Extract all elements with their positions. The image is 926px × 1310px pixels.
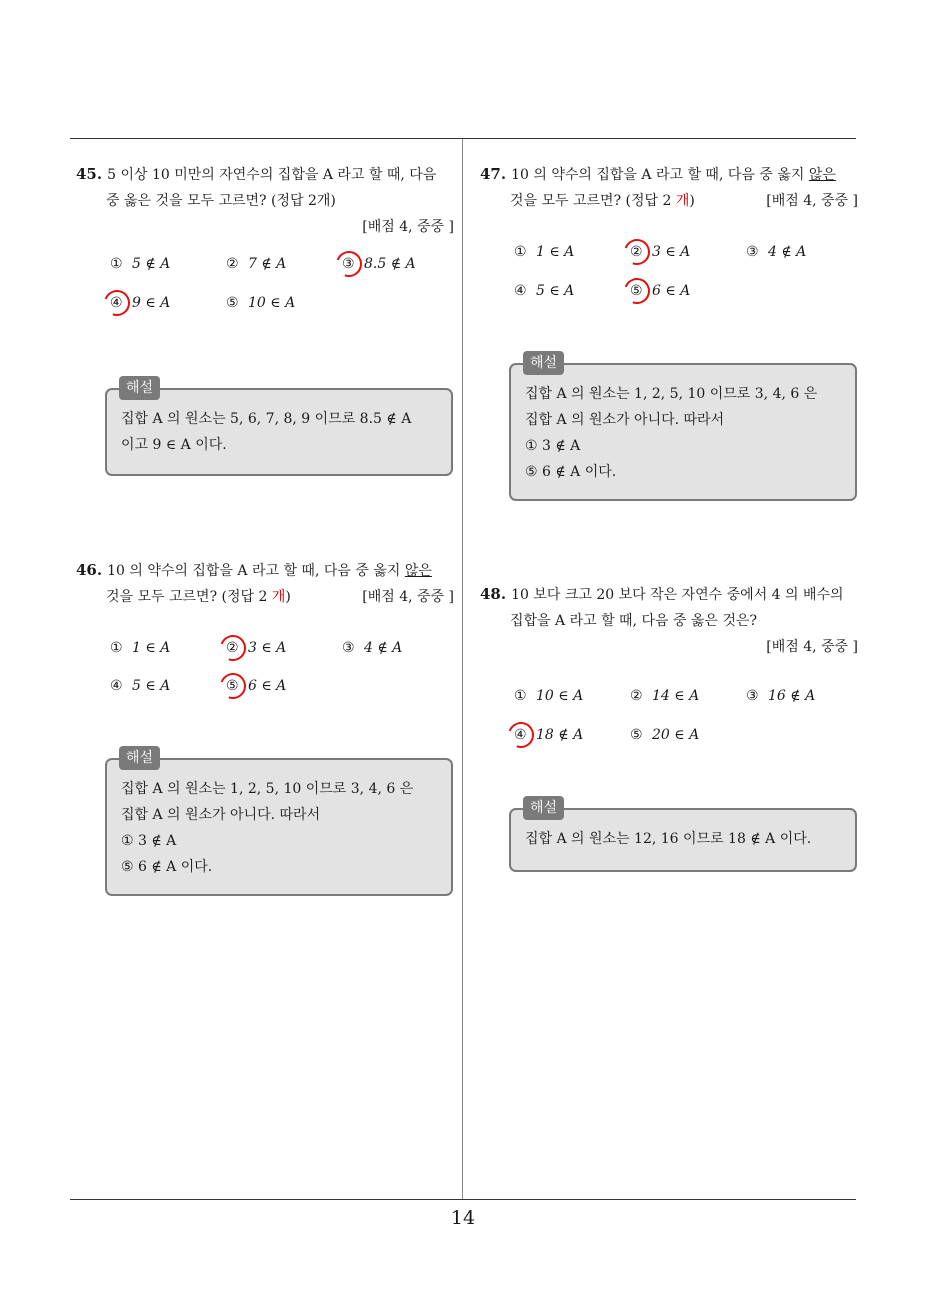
answer-mark-icon [216,669,251,704]
solution-label: 해설 [119,746,160,770]
answer-mark-icon [620,235,655,270]
solution-line: ① 3 ∉ A [121,833,177,849]
choice-5[interactable]: ⑤ 6 ∈ A [226,676,286,696]
choices [480,686,858,766]
problem-number: 45. [76,165,103,183]
choice-3[interactable]: ③ 4 ∉ A [342,640,403,656]
question-text: 10 보다 크고 20 보다 작은 자연수 중에서 4 의 배수의 [511,587,844,603]
column-divider [462,139,463,1199]
score-meta: [배점 4, 중중 ] [362,219,454,235]
solution-line: 집합 A 의 원소는 5, 6, 7, 8, 9 이므로 8.5 ∉ A [121,411,412,427]
solution-line: ① 3 ∉ A [525,438,581,454]
choice-4[interactable]: ④ 5 ∈ A [110,678,171,694]
choice-1[interactable]: ① 5 ∉ A [110,256,171,272]
problem-47: 47. 10 의 약수의 집합을 A 라고 할 때, 다음 중 옳지 않은 것을 모두 고르면? (정답 2 개) [배점 4, 중중 ] ① 1 ∈ A ② 3 ∈ A ③ 4 ∉ A ④ 5 ∈ A ⑤ 6 ∈ A [480,161,858,322]
choices [76,638,454,718]
choice-3[interactable]: ③ 8.5 ∉ A [342,254,416,274]
solution-line: 집합 A 의 원소는 1, 2, 5, 10 이므로 3, 4, 6 은 [121,781,414,797]
answer-mark-icon [620,274,655,309]
solution-label: 해설 [523,351,564,375]
red-text: 개 [675,193,690,209]
problem-number: 47. [480,165,507,183]
choice-3[interactable]: ③ 16 ∉ A [746,688,816,704]
choice-5[interactable]: ⑤ 6 ∈ A [630,281,690,301]
choice-1[interactable]: ① 10 ∈ A [514,688,584,704]
solution-box-46 [105,750,453,896]
score-meta: [배점 4, 중중 ] [362,589,454,605]
answer-mark-icon [100,286,135,321]
choice-2[interactable]: ② 3 ∈ A [630,242,690,262]
solution-line: 집합 A 의 원소는 12, 16 이므로 18 ∉ A 이다. [525,831,812,847]
solution-line: 집합 A 의 원소는 1, 2, 5, 10 이므로 3, 4, 6 은 [525,386,818,402]
answer-mark-icon [332,247,367,282]
problem-number: 46. [76,561,103,579]
solution-box-48 [509,800,857,872]
question-text-line2: 것을 모두 고르면? (정답 2 [510,193,676,209]
answer-mark-icon [216,631,251,666]
choice-2[interactable]: ② 14 ∈ A [630,688,700,704]
answer-mark-icon [504,718,539,753]
solution-line: ⑤ 6 ∉ A 이다. [525,464,617,480]
solution-line: ⑤ 6 ∉ A 이다. [121,859,213,875]
problem-46: 46. 10 의 약수의 집합을 A 라고 할 때, 다음 중 옳지 않은 것을 모두 고르면? (정답 2 개) [배점 4, 중중 ] ① 1 ∈ A ② 3 ∈ A ③ 4 ∉ A ④ 5 ∈ A ⑤ 6 ∈ A [76,557,454,718]
solution-box-47 [509,355,857,501]
solution-label: 해설 [523,796,564,820]
choice-4[interactable]: ④ 9 ∈ A [110,293,170,313]
choice-5[interactable]: ⑤ 20 ∈ A [630,727,700,743]
page-number: 14 [450,1207,476,1229]
choice-3[interactable]: ③ 4 ∉ A [746,244,807,260]
choice-5[interactable]: ⑤ 10 ∈ A [226,295,296,311]
choice-4[interactable]: ④ 18 ∉ A [514,725,583,745]
choices [480,242,858,322]
top-rule [70,138,856,139]
score-meta: [배점 4, 중중 ] [766,639,858,655]
choice-2[interactable]: ② 7 ∉ A [226,256,287,272]
question-text: 10 의 약수의 집합을 A 라고 할 때, 다음 중 옳지 [511,167,809,183]
solution-box-45 [105,380,453,476]
problem-45 [76,161,454,334]
problem-number: 48. [480,585,507,603]
choice-2[interactable]: ② 3 ∈ A [226,638,286,658]
choice-1[interactable]: ① 1 ∈ A [110,640,171,656]
question-text-line2: 중 옳은 것을 모두 고르면? (정답 2개) [106,193,336,209]
problem-48 [480,581,858,766]
solution-line: 집합 A 의 원소가 아니다. 따라서 [121,807,321,823]
red-text: 개 [271,589,286,605]
question-text: 5 이상 10 미만의 자연수의 집합을 A 라고 할 때, 다음 [107,167,437,183]
question-text-line2: 집합을 A 라고 할 때, 다음 중 옳은 것은? [510,613,758,629]
solution-line: 이고 9 ∈ A 이다. [121,437,227,453]
solution-label: 해설 [119,376,160,400]
underlined-word: 않은 [808,167,836,183]
question-text: 10 의 약수의 집합을 A 라고 할 때, 다음 중 옳지 [107,563,405,579]
choices [76,254,454,334]
underlined-word: 않은 [404,563,432,579]
question-text-line2: 것을 모두 고르면? (정답 2 [106,589,272,605]
bottom-rule [70,1199,856,1200]
choice-1[interactable]: ① 1 ∈ A [514,244,575,260]
score-meta: [배점 4, 중중 ] [766,193,858,209]
solution-line: 집합 A 의 원소가 아니다. 따라서 [525,412,725,428]
choice-4[interactable]: ④ 5 ∈ A [514,283,575,299]
